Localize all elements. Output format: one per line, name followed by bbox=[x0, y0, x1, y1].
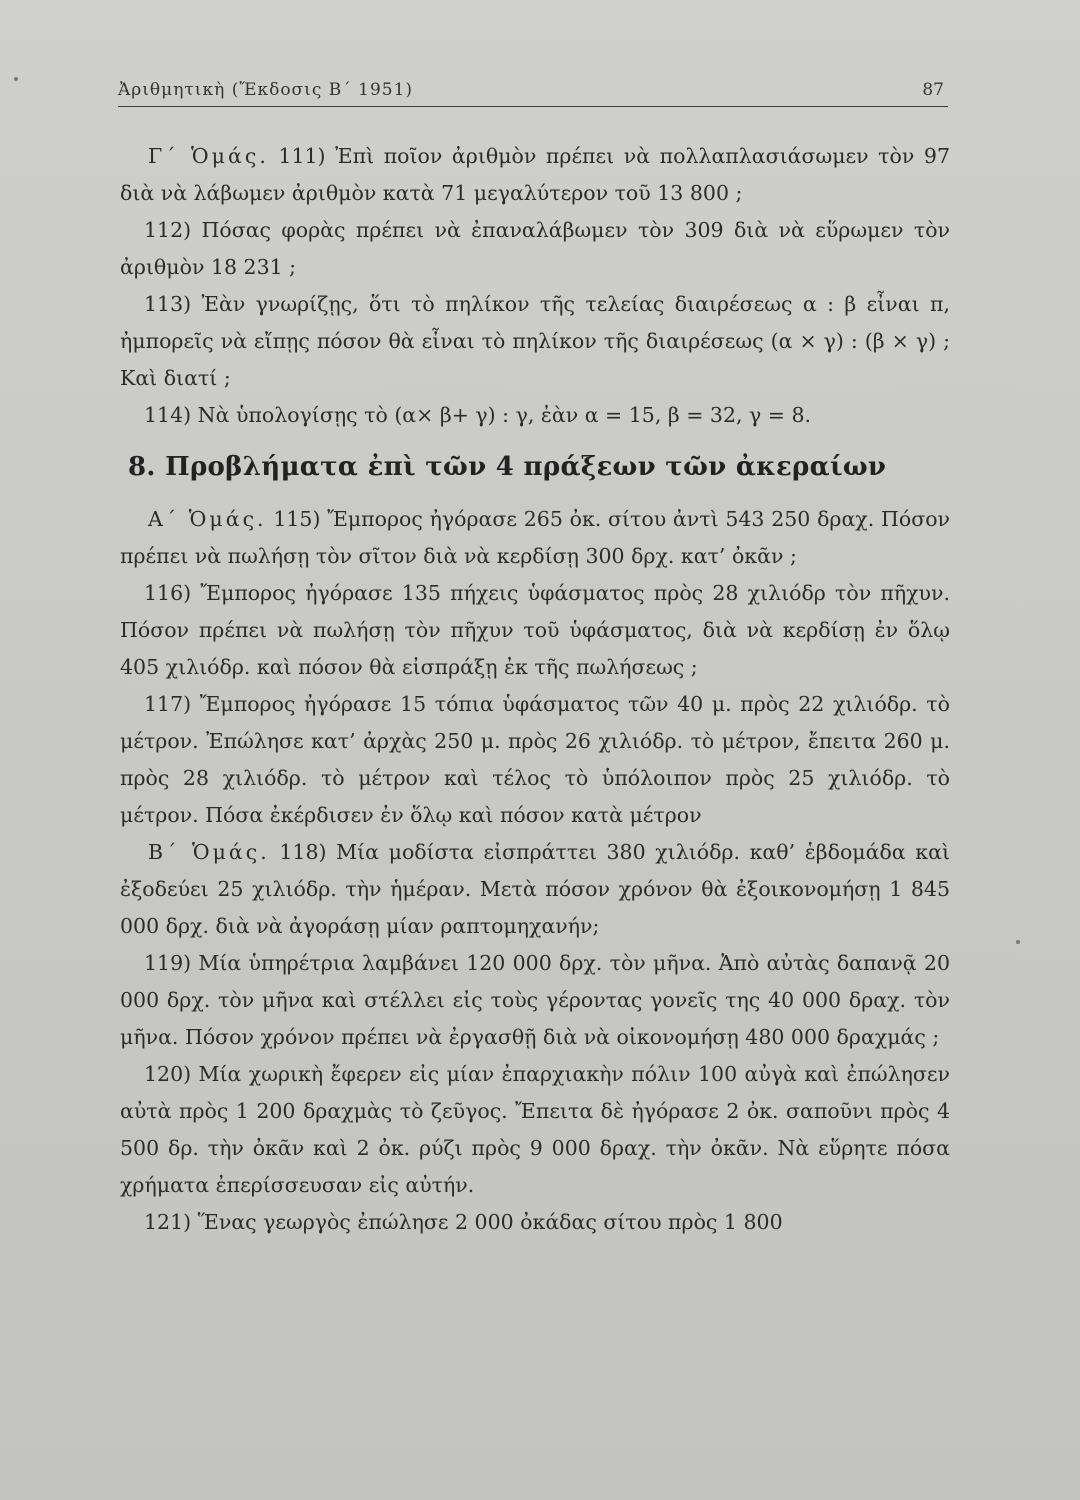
problem-text: 115) Ἔμπορος ἠγόρασε 265 ὀκ. σίτου ἀντὶ 543 250 δραχ. Πόσον πρέπει νὰ πωλήσῃ τὸν σῖτον διὰ νὰ κερδίσῃ 300 δρχ. κατ’ ὀκᾶν ; bbox=[120, 507, 950, 568]
ink-speck bbox=[1016, 940, 1020, 944]
problem-112: 112) Πόσας φορὰς πρέπει νὰ ἐπαναλάβωμεν τὸν 309 διὰ νὰ εὕρωμεν τὸν ἀριθμὸν 18 231 ; bbox=[120, 218, 950, 279]
problem-113: 113) Ἐὰν γνωρίζῃς, ὅτι τὸ πηλίκον τῆς τελείας διαιρέσεως α : β εἶναι π, ἠμπορεῖς νὰ εἴπῃς πόσον θὰ εἶναι τὸ πηλίκον τῆς διαιρέσεως (α × γ) : (β × γ) ; Καὶ διατί ; bbox=[120, 292, 950, 390]
problem-text: 118) Μία μοδίστα εἰσπράττει 380 χιλιόδρ. καθ’ ἑβδομάδα καὶ ἐξοδεύει 25 χιλιόδρ. τὴν ἡμέραν. Μετὰ πόσον χρόνον θὰ ἐξοικονομήσῃ 1 845 000 δρχ. διὰ νὰ ἀγοράσῃ μίαν ραπτομηχανήν; bbox=[120, 840, 950, 938]
section-heading: 8. Προβλήματα ἐπὶ τῶν 4 πράξεων τῶν ἀκεραίων bbox=[128, 452, 887, 482]
problem-text: 111) Ἐπὶ ποῖον ἀριθμὸν πρέπει νὰ πολλαπλασιάσωμεν τὸν 97 διὰ νὰ λάβωμεν ἀριθμὸν κατὰ 71 μεγαλύτερον τοῦ 13 800 ; bbox=[120, 144, 950, 205]
page-content bbox=[120, 138, 950, 1241]
group-label-b: Β΄ Ὁμάς. bbox=[148, 840, 270, 864]
problem-114: 114) Νὰ ὑπολογίσῃς τὸ (α× β+ γ) : γ, ἐὰν α = 15, β = 32, γ = 8. bbox=[144, 403, 812, 427]
problem-117: 117) Ἔμπορος ἠγόρασε 15 τόπια ὑφάσματος τῶν 40 μ. πρὸς 22 χιλιόδρ. τὸ μέτρον. Ἐπώλησε κατ’ ἀρχὰς 250 μ. πρὸς 26 χιλιόδρ. τὸ μέτρον, ἔπειτα 260 μ. πρὸς 28 χιλιόδρ. τὸ μέτρον καὶ τέλος τὸ ὑπόλοιπον πρὸς 25 χιλιόδρ. τὸ μέτρον. Πόσα ἐκέρδισεν ἐν ὅλῳ καὶ πόσον κατὰ μέτρον bbox=[120, 692, 950, 827]
group-label-g: Γ΄ Ὁμάς. bbox=[148, 144, 269, 168]
problem-120: 120) Μία χωρικὴ ἔφερεν εἰς μίαν ἐπαρχιακὴν πόλιν 100 αὐγὰ καὶ ἐπώλησεν αὐτὰ πρὸς 1 200 δραχμὰς τὸ ζεῦγος. Ἔπειτα δὲ ἠγόρασε 2 ὀκ. σαποῦνι πρὸς 4 500 δρ. τὴν ὀκᾶν καὶ 2 ὀκ. ρύζι πρὸς 9 000 δραχ. τὴν ὀκᾶν. Νὰ εὕρητε πόσα χρήματα ἐπερίσσευσαν εἰς αὐτήν. bbox=[120, 1062, 950, 1197]
problem-115 bbox=[120, 501, 950, 575]
page-number: 87 bbox=[922, 80, 944, 100]
problem-121: 121) Ἕνας γεωργὸς ἐπώλησε 2 000 ὀκάδας σίτου πρὸς 1 800 bbox=[144, 1210, 783, 1234]
problem-119: 119) Μία ὑπηρέτρια λαμβάνει 120 000 δρχ. τὸν μῆνα. Ἀπὸ αὐτὰς δαπανᾷ 20 000 δρχ. τὸν μῆνα καὶ στέλλει εἰς τοὺς γέροντας γονεῖς της 40 000 δραχ. τὸν μῆνα. Πόσον χρόνον πρέπει νὰ ἐργασθῇ διὰ νὰ οἰκονομήσῃ 480 000 δραχμάς ; bbox=[120, 951, 950, 1049]
group-label-a: Α΄ Ὁμάς. bbox=[148, 507, 267, 531]
problem-116: 116) Ἔμπορος ἠγόρασε 135 πήχεις ὑφάσματος πρὸς 28 χιλιόδρ τὸν πῆχυν. Πόσον πρέπει νὰ πωλήσῃ τὸν πῆχυν τοῦ ὑφάσματος, διὰ νὰ κερδίσῃ ἐν ὅλῳ 405 χιλιόδρ. καὶ πόσον θὰ εἰσπράξῃ ἐκ τῆς πωλήσεως ; bbox=[120, 581, 950, 679]
problem-111 bbox=[120, 138, 950, 212]
problem-118 bbox=[120, 834, 950, 945]
running-head: Ἀριθμητικὴ (Ἔκδοσις Β΄ 1951) bbox=[118, 80, 414, 100]
ink-speck bbox=[14, 77, 18, 81]
page-header bbox=[118, 80, 948, 107]
